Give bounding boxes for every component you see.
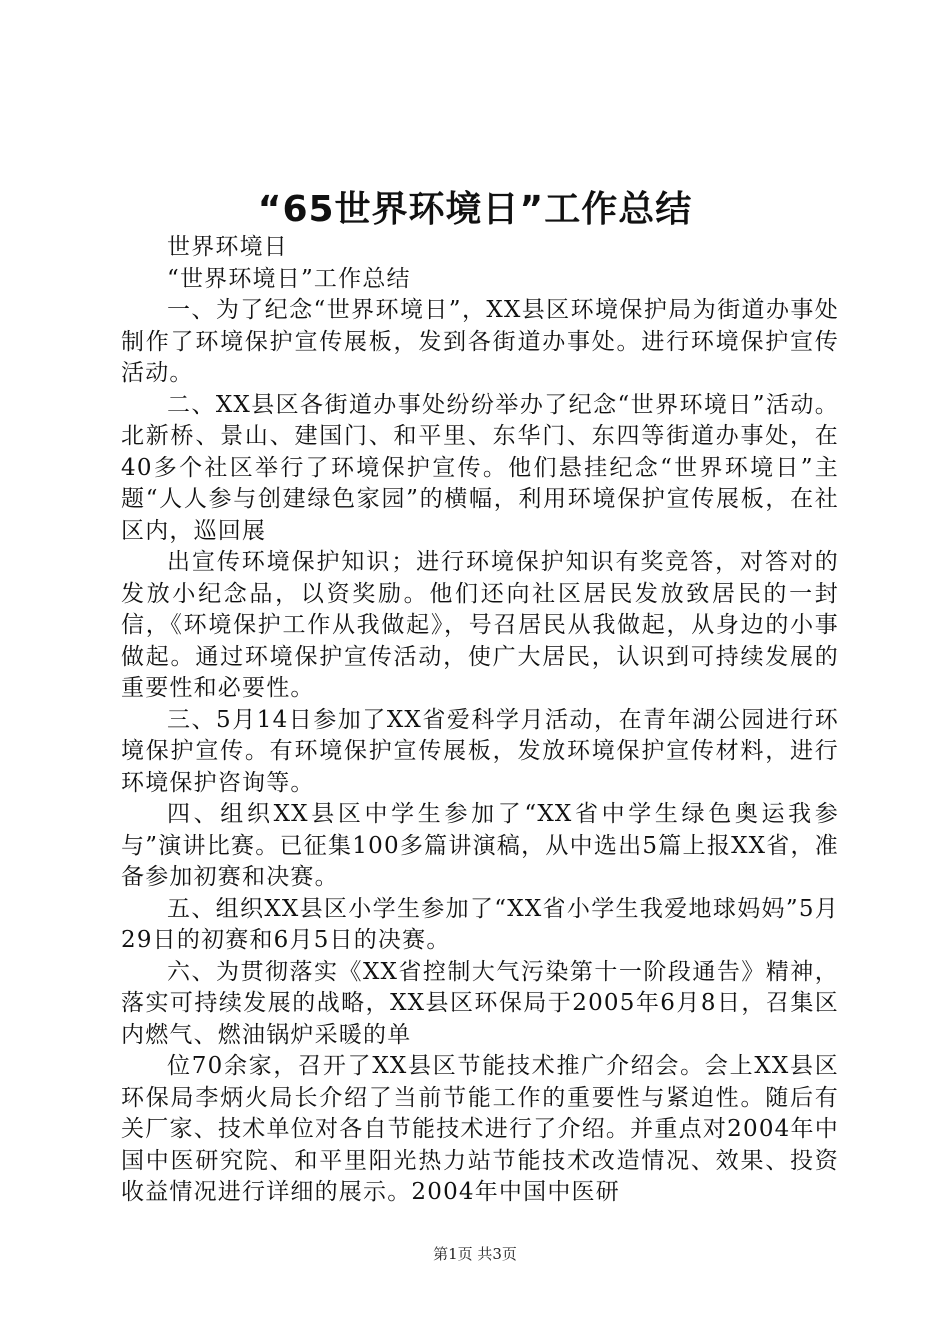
page-footer: 第1页 共3页	[433, 1245, 517, 1263]
paragraph: 六、为贯彻落实《XX省控制大气污染第十一阶段通告》精神，落实可持续发展的战略，XX县区环保局于2005年6月8日，召集区内燃气、燃油锅炉采暖的单	[121, 958, 839, 1048]
paragraph: 五、组织XX县区小学生参加了“XX省小学生我爱地球妈妈”5月29日的初赛和6月5日的决赛。	[121, 895, 839, 953]
paragraph: 二、XX县区各街道办事处纷纷举办了纪念“世界环境日”活动。北新桥、景山、建国门、和平里、东华门、东四等街道办事处，在40多个社区举行了环境保护宣传。他们悬挂纪念“世界环境日”主题“人人参与创建绿色家园”的横幅，利用环境保护宣传展板，在社区内，巡回展	[121, 391, 839, 544]
document-body	[121, 232, 839, 1209]
paragraph: 出宣传环境保护知识；进行环境保护知识有奖竞答，对答对的发放小纪念品，以资奖励。他们还向社区居民发放致居民的一封信，《环境保护工作从我做起》，号召居民从我做起，从身边的小事做起。通过环境保护宣传活动，使广大居民，认识到可持续发展的重要性和必要性。	[121, 549, 839, 701]
paragraph: 三、5月14日参加了XX省爱科学月活动，在青年湖公园进行环境保护宣传。有环境保护宣传展板，发放环境保护宣传材料，进行环境保护咨询等。	[121, 706, 839, 796]
paragraph: 位70余家，召开了XX县区节能技术推广介绍会。会上XX县区环保局李炳火局长介绍了当前节能工作的重要性与紧迫性。随后有关厂家、技术单位对各自节能技术进行了介绍。并重点对2004年中国中医研究院、和平里阳光热力站节能技术改造情况、效果、投资收益情况进行详细的展示。2004年中国中医研	[121, 1053, 839, 1205]
document-title: “65世界环境日”工作总结	[257, 189, 693, 230]
paragraph: 一、为了纪念“世界环境日”，XX县区环境保护局为街道办事处制作了环境保护宣传展板，发到各街道办事处。进行环境保护宣传活动。	[121, 297, 839, 386]
paragraph: 四、组织XX县区中学生参加了“XX省中学生绿色奥运我参与”演讲比赛。已征集100多篇讲演稿，从中选出5篇上报XX省，准备参加初赛和决赛。	[121, 801, 839, 890]
paragraph: “世界环境日”工作总结	[167, 265, 411, 292]
paragraph: 世界环境日	[167, 234, 288, 260]
